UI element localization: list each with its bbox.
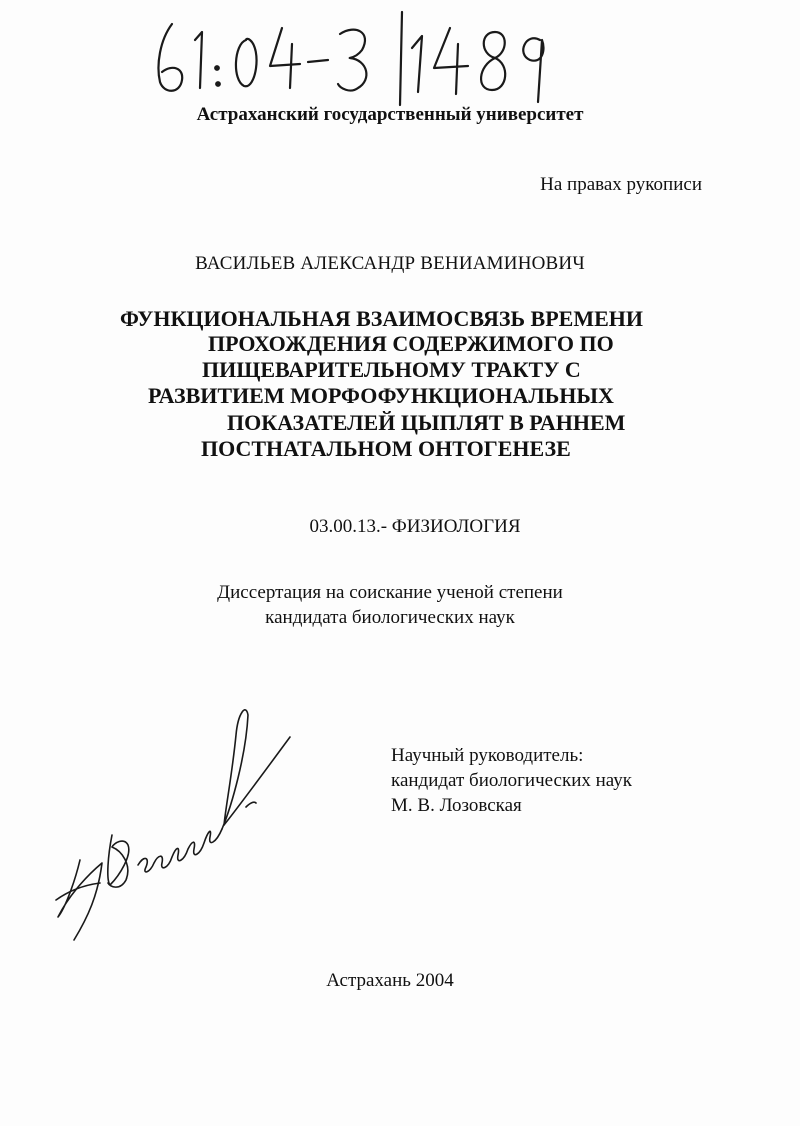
university-name: Астраханский государственный университет [196,104,584,125]
title-line: ФУНКЦИОНАЛЬНАЯ ВЗАИМОСВЯЗЬ ВРЕМЕНИ [120,306,643,331]
degree-line: Диссертация на соискание ученой степени [217,582,563,603]
city-year: Астрахань 2004 [326,970,454,991]
supervisor-line: кандидат биологических наук [391,770,632,791]
supervisor-line: Научный руководитель: [391,745,584,766]
title-line: ПИЩЕВАРИТЕЛЬНОМУ ТРАКТУ С [202,357,581,382]
degree-statement [0,580,780,630]
archive-code-handwriting [150,10,570,110]
supervisor-line: М. В. Лозовская [391,795,522,816]
title-line: ПРОХОЖДЕНИЯ СОДЕРЖИМОГО ПО [208,331,614,356]
author-name: ВАСИЛЬЕВ АЛЕКСАНДР ВЕНИАМИНОВИЧ [195,253,585,274]
title-line: РАЗВИТИЕМ МОРФОФУНКЦИОНАЛЬНЫХ [148,383,614,408]
author-signature [50,695,310,945]
supervisor-block [391,743,632,818]
rights-note: На правах рукописи [540,174,702,195]
degree-line: кандидата биологических наук [265,607,515,628]
title-line: ПОСТНАТАЛЬНОМ ОНТОГЕНЕЗЕ [201,436,571,461]
title-line: ПОКАЗАТЕЛЕЙ ЦЫПЛЯТ В РАННЕМ [227,410,626,435]
specialty-code: 03.00.13.- ФИЗИОЛОГИЯ [309,516,521,537]
